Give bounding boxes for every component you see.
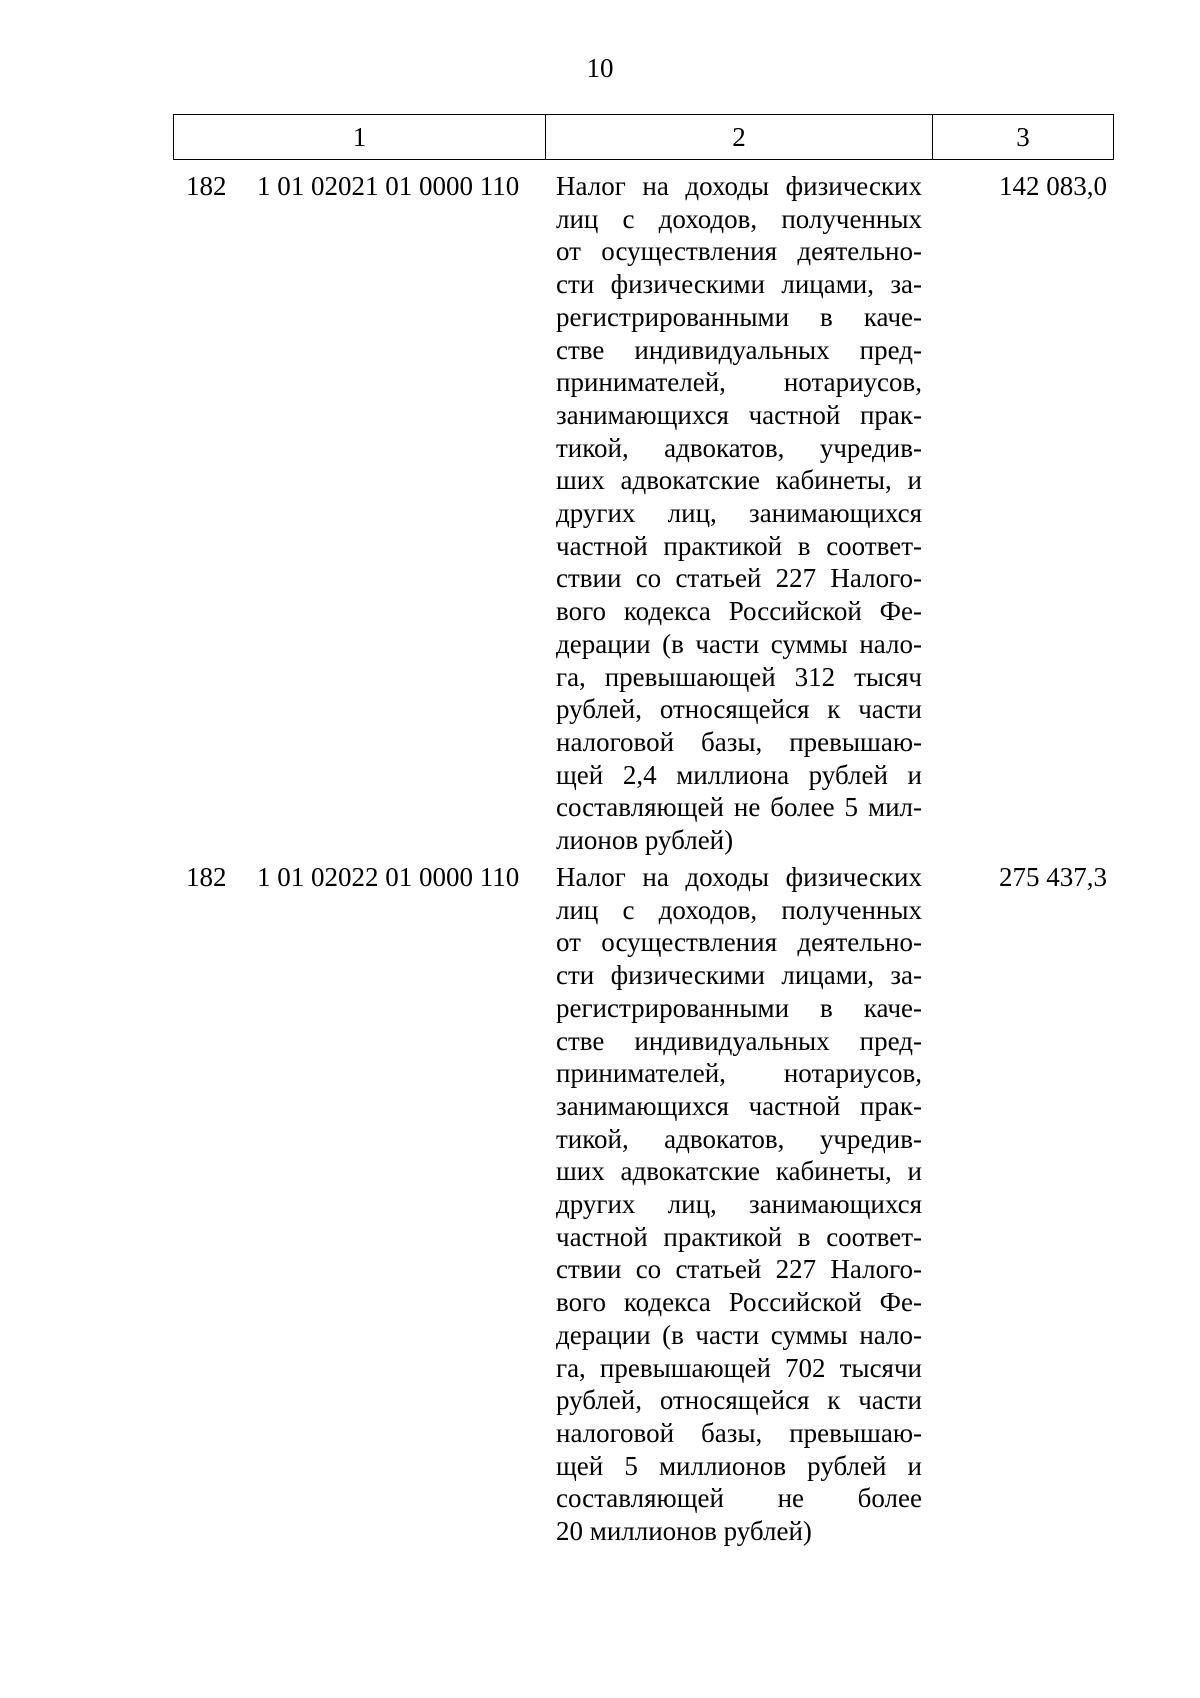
table-header <box>173 114 1114 160</box>
revenue-name <box>556 861 922 1548</box>
revenue-name-line: принимателей, нотариусов, <box>556 367 922 398</box>
budget-classification-code: 1 01 02022 01 0000 110 <box>257 862 520 892</box>
admin-code: 182 <box>186 171 227 201</box>
revenue-name-line: ших адвокатские кабинеты, и <box>556 465 922 496</box>
revenue-name-line: рублей, относящейся к части <box>556 1385 922 1416</box>
budget-classification-code: 1 01 02021 01 0000 110 <box>257 171 520 201</box>
revenue-name-line: от осуществления деятельно- <box>556 927 922 958</box>
revenue-name-line: вого кодекса Российской Фе- <box>556 1287 922 1318</box>
revenue-name-line: га, превышающей 312 тысяч <box>556 661 922 692</box>
revenue-name-line: от осуществления деятельно- <box>556 236 922 267</box>
revenue-name-line: ствии со статьей 227 Налого- <box>556 1254 922 1285</box>
revenue-name-line: налоговой базы, превышаю- <box>556 726 922 757</box>
revenue-name-line: сти физическими лицами, за- <box>556 960 922 991</box>
revenue-name-line: лиц с доходов, полученных <box>556 894 922 925</box>
revenue-name-line: занимающихся частной прак- <box>556 1090 922 1121</box>
revenue-name-line: вого кодекса Российской Фе- <box>556 596 922 627</box>
revenue-name-line: стве индивидуальных пред- <box>556 1025 922 1056</box>
amount: 275 437,3 <box>999 862 1107 892</box>
revenue-name <box>556 170 922 857</box>
revenue-name-line: ствии со статьей 227 Налого- <box>556 563 922 594</box>
revenue-name-line: дерации (в части суммы нало- <box>556 628 922 659</box>
revenue-name-line: ших адвокатские кабинеты, и <box>556 1156 922 1187</box>
revenue-name-line: других лиц, занимающихся <box>556 498 922 529</box>
admin-code: 182 <box>186 862 227 892</box>
revenue-name-line: занимающихся частной прак- <box>556 399 922 430</box>
revenue-name-line: га, превышающей 702 тысячи <box>556 1352 922 1383</box>
header-column-3: 3 <box>1016 121 1030 152</box>
revenue-name-line: стве индивидуальных пред- <box>556 334 922 365</box>
revenue-name-line: регистрированными в каче- <box>556 992 922 1023</box>
revenue-name-line: составляющей не более 5 мил- <box>556 792 922 823</box>
revenue-name-line: лиц с доходов, полученных <box>556 203 922 234</box>
revenue-name-line: частной практикой в соответ- <box>556 530 922 561</box>
revenue-name-line: лионов рублей) <box>556 825 734 856</box>
revenue-name-line: регистрированными в каче- <box>556 301 922 332</box>
revenue-name-line: налоговой базы, превышаю- <box>556 1417 922 1448</box>
page-number: 10 <box>586 53 614 83</box>
revenue-name-line: тикой, адвокатов, учредив- <box>556 432 922 463</box>
revenue-name-line: частной практикой в соответ- <box>556 1221 922 1252</box>
header-column-2: 2 <box>546 115 933 159</box>
revenue-name-line: рублей, относящейся к части <box>556 694 922 725</box>
revenue-name-line: составляющей не более <box>556 1483 922 1514</box>
revenue-name-line: щей 2,4 миллиона рублей и <box>556 759 922 790</box>
header-column-1: 1 <box>174 115 546 159</box>
revenue-name-line: сти физическими лицами, за- <box>556 269 922 300</box>
revenue-name-line: принимателей, нотариусов, <box>556 1058 922 1089</box>
revenue-name-line: 20 миллионов рублей) <box>556 1516 812 1547</box>
revenue-name-line: других лиц, занимающихся <box>556 1189 922 1220</box>
revenue-name-line: тикой, адвокатов, учредив- <box>556 1123 922 1154</box>
amount: 142 083,0 <box>999 171 1107 201</box>
revenue-name-line: Налог на доходы физических <box>556 171 922 201</box>
revenue-name-line: Налог на доходы физических <box>556 862 922 892</box>
revenue-name-line: дерации (в части суммы нало- <box>556 1319 922 1350</box>
revenue-name-line: щей 5 миллионов рублей и <box>556 1450 922 1481</box>
